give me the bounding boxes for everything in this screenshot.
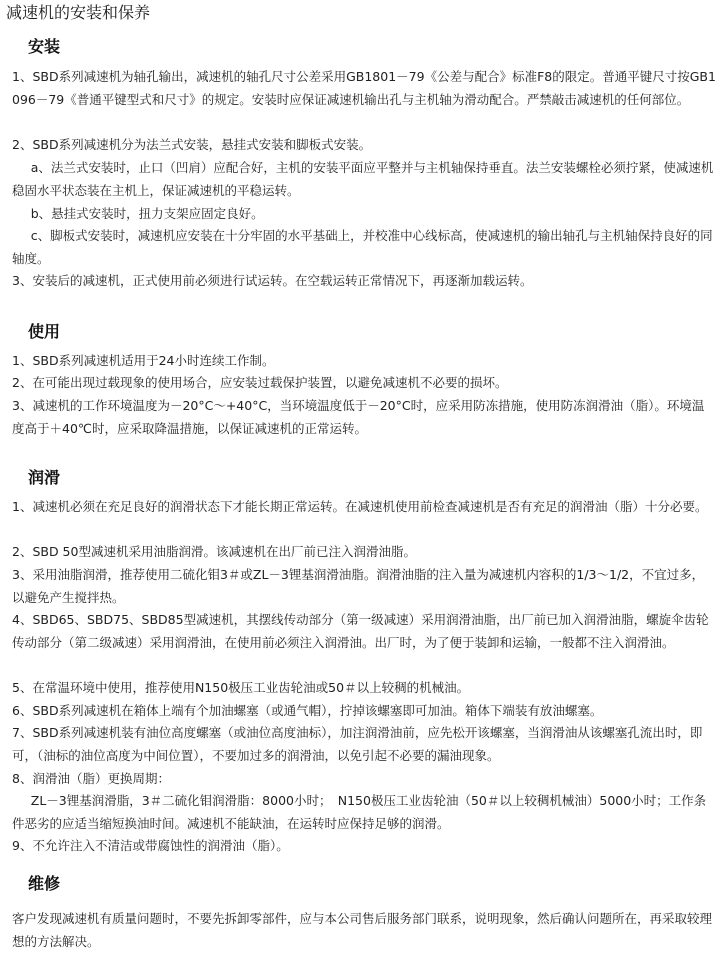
lube-paragraph-6: 6、SBD系列减速机在箱体上端有个加油螺塞（或通气帽），拧掉该螺塞即可加油。箱体下端装有放油螺塞。 xyxy=(12,703,603,718)
section-heading-lube: 润滑 xyxy=(28,468,61,487)
lube-paragraph-8-detail: ZL－3锂基润滑脂，3＃二硫化钼润滑脂：8000小时； N150极压工业齿轮油（50＃以上较稠机械油）5000小时；工作条件恶劣的应适当缩短换油时间。减速机不能缺油，在运转时应保持足够的润滑。 xyxy=(12,793,707,831)
install-paragraph-2: 2、SBD系列减速机分为法兰式安装，悬挂式安装和脚板式安装。 xyxy=(12,137,372,152)
page-title: 减速机的安装和保养 xyxy=(6,3,151,22)
use-paragraph-2: 2、在可能出现过载现象的使用场合，应安装过载保护装置，以避免减速机不必要的损坏。 xyxy=(12,375,508,390)
lube-paragraph-1: 1、减速机必须在充足良好的润滑状态下才能长期正常运转。在减速机使用前检查减速机是否有充足的润滑油（脂）十分必要。 xyxy=(12,499,708,514)
install-paragraph-1: 1、SBD系列减速机为轴孔输出，减速机的轴孔尺寸公差采用GB1801－79《公差与配合》标准F8的限定。普通平键尺寸按GB1096－79《普通平键型式和尺寸》的规定。安装时应保证减速机输出孔与主机轴为滑动配合。严禁敲击减速机的任何部位。 xyxy=(12,69,716,107)
repair-paragraph-1: 客户发现减速机有质量问题时，不要先拆卸零部件，应与本公司售后服务部门联系，说明现象，然后确认问题所在，再采取较理想的方法解决。 xyxy=(12,911,713,949)
install-paragraph-b: b、悬挂式安装时，扭力支架应固定良好。 xyxy=(30,206,264,221)
install-paragraph-c: c、脚板式安装时，减速机应安装在十分牢固的水平基础上，并校准中心线标高，使减速机的输出轴孔与主机轴保持良好的同轴度。 xyxy=(12,228,713,266)
section-heading-repair: 维修 xyxy=(28,874,61,893)
lube-paragraph-2: 2、SBD 50型减速机采用油脂润滑。该减速机在出厂前已注入润滑油脂。 xyxy=(12,544,416,559)
lube-paragraph-9: 9、不允许注入不清洁或带腐蚀性的润滑油（脂）。 xyxy=(12,838,289,853)
lube-paragraph-4: 4、SBD65、SBD75、SBD85型减速机，其摆线传动部分（第一级减速）采用润滑油脂，出厂前已加入润滑油脂，螺旋伞齿轮传动部分（第二级减速）采用润滑油，在使用前必须注入润滑油。出厂时，为了便于装卸和运输，一般都不注入润滑油。 xyxy=(12,612,709,650)
install-paragraph-3: 3、安装后的减速机，正式使用前必须进行试运转。在空载运转正常情况下，再逐渐加载运转。 xyxy=(12,273,533,288)
use-paragraph-1: 1、SBD系列减速机适用于24小时连续工作制。 xyxy=(12,353,275,368)
install-paragraph-a: a、法兰式安装时，止口（凹肩）应配合好，主机的安装平面应平整并与主机轴保持垂直。法兰安装螺栓必须拧紧，使减速机稳固水平状态装在主机上，保证减速机的平稳运转。 xyxy=(12,160,714,198)
section-heading-use: 使用 xyxy=(28,322,61,341)
use-paragraph-3: 3、减速机的工作环境温度为－20°C～+40°C，当环境温度低于－20°C时，应采用防冻措施，使用防冻润滑油（脂）。环境温度高于＋40℃时，应采取降温措施，以保证减速机的正常运转。 xyxy=(12,398,705,436)
section-heading-install: 安装 xyxy=(28,37,61,56)
lube-paragraph-3: 3、采用油脂润滑，推荐使用二硫化钼3＃或ZL－3锂基润滑油脂。润滑油脂的注入量为减速机内容积的1/3～1/2，不宜过多，以避免产生搅拌热。 xyxy=(12,567,705,605)
lube-paragraph-8: 8、润滑油（脂）更换周期： xyxy=(12,771,170,786)
lube-paragraph-7: 7、SBD系列减速机装有油位高度螺塞（或油位高度油标），加注润滑油前，应先松开该螺塞，当润滑油从该螺塞孔流出时，即可，（油标的油位高度为中间位置），不要加过多的润滑油，以免引起不必要的漏油现象。 xyxy=(12,725,703,763)
lube-paragraph-5: 5、在常温环境中使用，推荐使用N150极压工业齿轮油或50＃以上较稠的机械油。 xyxy=(12,680,470,695)
